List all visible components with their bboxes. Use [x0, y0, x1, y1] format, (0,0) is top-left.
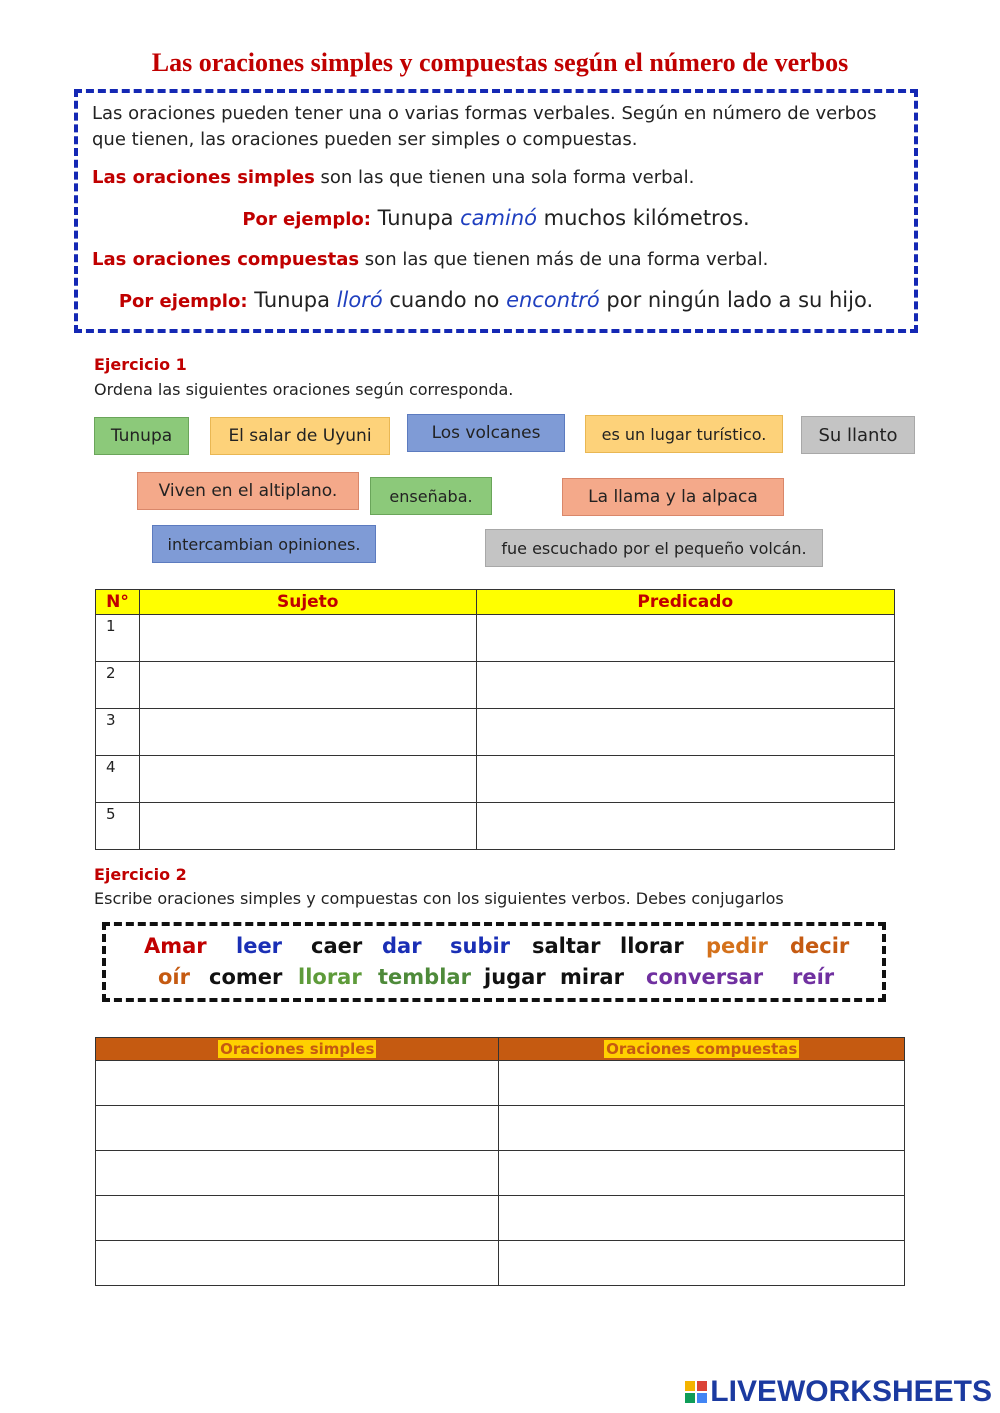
verb-word: dar — [382, 934, 422, 958]
exercise2-table — [95, 1037, 905, 1286]
simple-sentence-input[interactable] — [96, 1151, 498, 1195]
row-number: 4 — [96, 756, 140, 803]
verb-word: leer — [236, 934, 283, 958]
subject-input[interactable] — [140, 756, 476, 802]
table-row — [96, 1106, 905, 1151]
drag-card[interactable]: fue escuchado por el pequeño volcán. — [485, 529, 823, 567]
verb-word: decir — [790, 934, 850, 958]
column-header: Predicado — [476, 590, 895, 615]
exercise2-title: Ejercicio 2 — [94, 865, 187, 884]
theory-box — [74, 89, 918, 333]
page-title: Las oraciones simples y compuestas según el número de verbos — [151, 48, 849, 77]
theory-intro: Las oraciones pueden tener una o varias formas verbales. Según en número de verbos que tienen, las oraciones pueden ser simples o compuestas. — [92, 103, 877, 150]
compound-sentence-input[interactable] — [499, 1061, 904, 1105]
column-header: N° — [96, 590, 140, 615]
brand-logo — [685, 1375, 992, 1409]
compound-sentence-input[interactable] — [499, 1241, 904, 1285]
drag-card[interactable]: Los volcanes — [407, 414, 565, 452]
verb-word: Amar — [144, 934, 207, 958]
table-row — [96, 1061, 905, 1106]
verb-word: caer — [311, 934, 363, 958]
predicate-input[interactable] — [477, 756, 895, 802]
subject-input[interactable] — [140, 803, 476, 849]
verb-highlight: caminó — [460, 206, 537, 230]
verb-word: subir — [450, 934, 511, 958]
simple-example: Por ejemplo: Tunupa caminó muchos kilómetros. — [242, 206, 750, 230]
verb-bank — [102, 922, 886, 1002]
verb-word: pedir — [706, 934, 768, 958]
compound-sentence-input[interactable] — [499, 1196, 904, 1240]
verb-word: conversar — [646, 965, 764, 989]
simple-term: Las oraciones simples — [92, 167, 315, 188]
example-label: Por ejemplo: — [118, 291, 248, 312]
table-row — [96, 803, 895, 850]
verb-word: saltar — [532, 934, 601, 958]
exercise1-title: Ejercicio 1 — [94, 355, 187, 374]
drag-card[interactable]: Tunupa — [94, 417, 189, 455]
verb-word: mirar — [560, 965, 624, 989]
table-row — [96, 709, 895, 756]
simple-sentence-input[interactable] — [96, 1106, 498, 1150]
predicate-input[interactable] — [477, 709, 895, 755]
column-header: Oraciones compuestas — [499, 1038, 905, 1061]
compound-sentence-input[interactable] — [499, 1151, 904, 1195]
simple-sentence-input[interactable] — [96, 1061, 498, 1105]
simple-sentence-input[interactable] — [96, 1196, 498, 1240]
exercise1-instruction: Ordena las siguientes oraciones según corresponda. — [94, 380, 514, 399]
verb-highlight: lloró — [336, 288, 383, 312]
drag-card[interactable]: Viven en el altiplano. — [137, 472, 359, 510]
row-number: 3 — [96, 709, 140, 756]
verb-word: jugar — [484, 965, 546, 989]
verb-word: llorar — [298, 965, 362, 989]
row-number: 5 — [96, 803, 140, 850]
exercise2-instruction: Escribe oraciones simples y compuestas con los siguientes verbos. Debes conjugarlos — [94, 889, 784, 908]
compound-term: Las oraciones compuestas — [92, 249, 360, 270]
verb-word: temblar — [378, 965, 471, 989]
exercise1-table — [95, 589, 895, 850]
drag-card[interactable]: es un lugar turístico. — [585, 415, 783, 453]
predicate-input[interactable] — [477, 662, 895, 708]
subject-input[interactable] — [140, 662, 476, 708]
verb-word: reír — [792, 965, 835, 989]
drag-card[interactable]: Su llanto — [801, 416, 915, 454]
compound-definition: son las que tienen más de una forma verbal. — [359, 249, 769, 270]
drag-card[interactable]: enseñaba. — [370, 477, 492, 515]
drag-card[interactable]: El salar de Uyuni — [210, 417, 390, 455]
subject-input[interactable] — [140, 615, 476, 661]
table-row — [96, 1241, 905, 1286]
compound-sentence-input[interactable] — [499, 1106, 904, 1150]
table-row — [96, 756, 895, 803]
table-row — [96, 1196, 905, 1241]
verb-word: comer — [209, 965, 283, 989]
column-header: Sujeto — [139, 590, 476, 615]
example-label: Por ejemplo: — [242, 209, 371, 230]
predicate-input[interactable] — [477, 803, 895, 849]
row-number: 2 — [96, 662, 140, 709]
drag-card[interactable]: intercambian opiniones. — [152, 525, 376, 563]
logo-mark-icon — [685, 1381, 707, 1403]
table-row — [96, 662, 895, 709]
drag-card[interactable]: La llama y la alpaca — [562, 478, 784, 516]
brand-name: LIVEWORKSHEETS — [710, 1375, 992, 1408]
verb-word: llorar — [620, 934, 684, 958]
compound-example: Por ejemplo: Tunupa lloró cuando no encontró por ningún lado a su hijo. — [118, 288, 874, 312]
verb-highlight: encontró — [506, 288, 600, 312]
simple-sentence-input[interactable] — [96, 1241, 498, 1285]
simple-definition: son las que tienen una sola forma verbal. — [314, 167, 695, 188]
row-number: 1 — [96, 615, 140, 662]
table-row — [96, 1151, 905, 1196]
column-header: Oraciones simples — [96, 1038, 499, 1061]
verb-word: oír — [158, 965, 190, 989]
table-row — [96, 615, 895, 662]
subject-input[interactable] — [140, 709, 476, 755]
predicate-input[interactable] — [477, 615, 895, 661]
